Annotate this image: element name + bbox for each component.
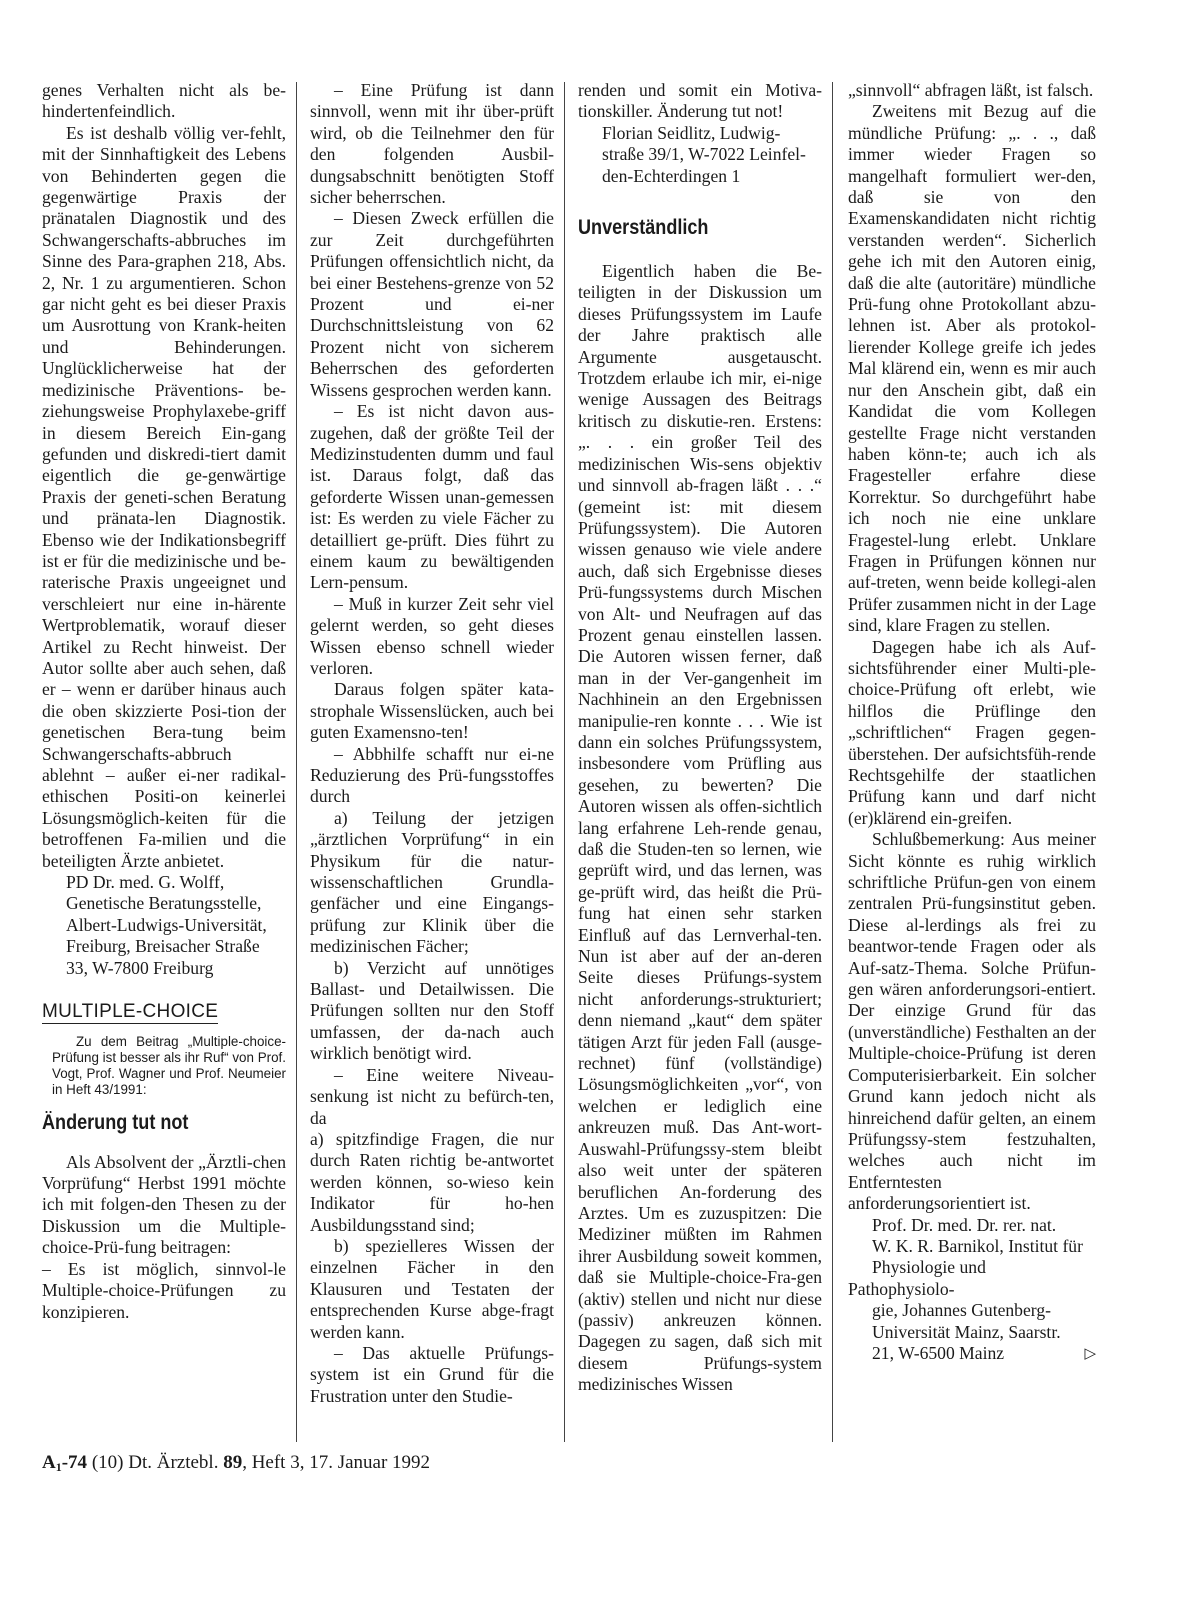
signature-line: Genetische Beratungsstelle, — [66, 893, 262, 914]
signature-line: Florian Seidlitz, Ludwig- — [602, 122, 781, 143]
paragraph: – Eine weitere Niveau-senkung ist nicht zu befürch-ten, da — [310, 1064, 554, 1128]
paragraph: Dagegen habe ich als Auf-sichtsführender einer Multi-ple-choice-Prüfung oft erlebt, wie hilflos die Prüflinge den „schriftlichen“ Fragen gegen-überstehen. Der aufsichtsfüh-rende Rechtsgehilfe der staatlichen Prüfung kann und darf nicht (er)klärend ein-greifen. — [848, 636, 1096, 828]
column-rule — [564, 82, 565, 1442]
paragraph: Es ist deshalb völlig ver-fehlt, mit der Sinnhaftigkeit des Lebens von Behinderten gegen die gegenwärtige Praxis der pränatalen Diagnostik und des Schwangerschafts-abbruches im Sinne des Para-graphen 218, Abs. 2, Nr. 1 zu argumentieren. Schon gar nicht geht es bei dieser Praxis um Ausrottung von Krank-heiten und Behinderungen. Unglücklicherweise hat der medizinische Präventions- be-ziehungsweise Prophylaxebe-griff in diesem Bereich Ein-gang gefunden und diskredi-tiert damit eigentlich die ge-genwärtige Praxis der geneti-schen Beratung und pränata-len Diagnostik. Ebenso wie der Indikationsbegriff ist er für die medizinische und be-raterische Praxis ungeeignet und verschleiert nur eine in-härente Wertproblematik, worauf dieser Artikel zu Recht hinweist. Der Autor sollte aber auch sehen, daß er – wenn er darüber hinaus auch die oben skizzierte Posi-tion der genetischen Bera-tung beim Schwangerschafts-abbruch ablehnt – außer ei-ner radikal-ethischen Positi-on keinerlei Lösungsmöglich-keiten für die betroffenen Fa-milien und die beteiligten Ärzte anbietet. — [42, 122, 286, 871]
signature-line: gie, Johannes Gutenberg- — [872, 1300, 1051, 1321]
paragraph: a) Teilung der jetzigen „ärztlichen Vorprüfung“ in ein Physikum für die natur-wissenschaftlichen Grundla-genfächer und eine Eingangs-prüfung zur Klinik über die medizinischen Fächer; — [310, 807, 554, 957]
signature-line: Universität Mainz, Saarstr. — [872, 1321, 1061, 1342]
paragraph: – Diesen Zweck erfüllen die zur Zeit durchgeführten Prüfungen offensichtlich nicht, da bei einer Bestehens-grenze von 52 Prozent und ei-ner Durchschnittsleistung von 62 Prozent nicht von sicherem Beherrschen des geforderten Wissens gesprochen werden kann. — [310, 208, 554, 400]
column-rule — [296, 82, 297, 1442]
paragraph: „sinnvoll“ abfragen läßt, ist falsch. — [848, 80, 1094, 100]
paragraph: renden und somit ein Motiva-tionskiller. Änderung tut not! — [578, 80, 822, 122]
paragraph: – Muß in kurzer Zeit sehr viel gelernt werden, so geht dieses Wissen ebenso schnell wieder verloren. — [310, 593, 554, 678]
signature-line — [848, 1343, 1096, 1364]
paragraph: genes Verhalten nicht als be-hindertenfeindlich. — [42, 80, 286, 122]
paragraph: Daraus folgen später kata-strophale Wissenslücken, auch bei guten Examensno-ten! — [310, 679, 554, 743]
signature-line: Freiburg, Breisacher Straße — [66, 936, 260, 957]
paragraph: Zweitens mit Bezug auf die mündliche Prüfung: „. . ., daß immer wieder Fragen so mangelhaft formuliert wer-den, daß sie von den Examenskandidaten nicht richtig verstanden werden“. Sicherlich gehe ich mit den Autoren einig, daß die alte (autoritäre) mündliche Prü-fung ohne Protokollant abzu-lehnen ist. Aber als protokol-lierender Kollege greife ich jedes Mal klärend ein, wenn es mir auch nur den Anschein gibt, daß ein Kandidat die vom Kollegen gestellte Frage nicht verstanden haben könn-te; auch ich als Fragesteller erfahre diese Korrektur. So durchgeführt habe ich noch nie eine unklare Fragestel-lung erlebt. Unklare Fragen in Prüfungen können nur auf-treten, wenn beide kollegi-alen Prüfer zusammen nicht in der Lage sind, klare Fragen zu stellen. — [848, 101, 1096, 636]
page-number — [42, 1452, 87, 1473]
headline: Änderung tut not — [42, 1110, 189, 1134]
signature-line: W. K. R. Barnikol, Institut für — [872, 1235, 1083, 1256]
paragraph: b) Verzicht auf unnötiges Ballast- und Detailwissen. Die Prüfungen sollten nur den Stoff umfassen, der da-nach auch wirklich benötigt wird. — [310, 957, 554, 1064]
article-intro: Zu dem Beitrag „Multiple-choice-Prüfung ist besser als ihr Ruf“ von Prof. Vogt, Prof. Wagner und Prof. Neumeier in Heft 43/1991: — [52, 1034, 286, 1097]
page-footer — [42, 1452, 430, 1478]
journal-name: (10) Dt. Ärztebl. — [91, 1452, 219, 1473]
signature-line: den-Echterdingen 1 — [602, 165, 741, 186]
column-rule — [832, 82, 833, 1442]
page-subscript: 1 — [55, 1460, 62, 1474]
issue-date: , Heft 3, 17. Januar 1992 — [242, 1452, 431, 1473]
paragraph: – Es ist möglich, sinnvol-le Multiple-choice-Prüfungen zu konzipieren. — [42, 1258, 286, 1322]
signature-line: 33, W-7800 Freiburg — [66, 957, 214, 978]
signature-line: PD Dr. med. G. Wolff, — [66, 872, 225, 893]
volume-number: 89 — [223, 1452, 243, 1473]
paragraph: Schlußbemerkung: Aus meiner Sicht könnte es ruhig wirklich schriftliche Prüfun-gen von einem zentralen Prü-fungsinstitut geben. Diese al-lerdings als frei zu beantwor-tende Fragen oder als Auf-satz-Thema. Solche Prüfun-gen wären anforderungsori-entiert. Der einzige Grund für das (unverständliche) Festhalten an der Multiple-choice-Prüfung ist deren Computerisierbarkeit. Ein solcher Grund kann jedoch nicht als hinreichend dafür gelten, an einem Prüfungssy-stem festzuhalten, welches auch nicht im Entferntesten anforderungsorientiert ist. — [848, 829, 1096, 1214]
signature-line: Physiologie und Pathophysiolo- — [848, 1257, 986, 1299]
paragraph: – Eine Prüfung ist dann sinnvoll, wenn mit ihr über-prüft wird, ob die Teilnehmer den für den folgenden Ausbil-dungsabschnitt benötigten Stoff sicher beherrschen. — [310, 80, 554, 208]
paragraph: Als Absolvent der „Ärztli-chen Vorprüfung“ Herbst 1991 möchte ich mit folgen-den Thesen zu der Diskussion um die Multiple-choice-Prü-fung beitragen: — [42, 1151, 286, 1258]
signature-line: Prof. Dr. med. Dr. rer. nat. — [872, 1214, 1057, 1235]
column-4 — [848, 80, 1096, 1364]
section-label: MULTIPLE-CHOICE — [42, 1001, 218, 1024]
continue-arrow-icon: ▷ — [1084, 1343, 1096, 1362]
paragraph: Eigentlich haben die Be-teiligten in der Diskussion um dieses Prüfungssystem im Laufe der Jahre praktisch alle Argumente ausgetauscht. Trotzdem erlaube ich mir, ei-nige wenige Aussagen des Beitrags kritisch zu diskutie-ren. Erstens: „. . . ein großer Teil des medizinischen Wis-sens objektiv und sinnvoll ab-fragen läßt . . .“ (gemeint ist: mit diesem Prüfungssystem). Die Autoren wissen genauso wie viele andere auch, daß sich Ergebnisse dieses Prü-fungssystems durch Mischen von Alt- und Neufragen auf das Prozent genau einstellen lassen. Die Autoren wissen ferner, daß man in der Ver-gangenheit im Nachhinein an den Ergebnissen manipulie-ren konnte . . . Wie ist dann ein solches Prüfungssystem, insbesondere vom Prüfling aus gesehen, zu bewerten? Die Autoren wissen als offen-sichtlich lang erfahrene Leh-rende genau, daß die Studen-ten so lernen, wie geprüft wird, und das lernen, was ge-prüft wird, das heißt die Prü-fung hat einen sehr starken Einfluß auf das Lernverhal-ten. Nun ist aber auf der an-deren Seite dieses Prüfungs-system nicht anforderungs-strukturiert; denn niemand „kaut“ dem später tätigen Arzt für jeden Fall (ausge-rechnet) fünf (vollständige) Lösungsmöglichkeiten „vor“, von welchen er lediglich eine ankreuzen muß. Das Ant-wort-Auswahl-Prüfungssy-stem bleibt also weit unter der späteren beruflichen An-forderung des Arztes. Um es zuzuspitzen: Die Mediziner müßten im Rahmen ihrer Ausbildung soweit kommen, daß sie Multiple-choice-Fra-gen (aktiv) stellen und nicht nur diese (passiv) ankreuzen können. Dagegen zu sagen, daß sich mit diesem Prüfungs-system medizinisches Wissen — [578, 261, 822, 1395]
author-signature — [848, 1215, 1096, 1365]
paragraph: – Abbhilfe schafft nur ei-ne Reduzierung des Prü-fungsstoffes durch — [310, 743, 554, 807]
column-3 — [578, 80, 822, 1396]
author-signature — [42, 872, 286, 979]
page-prefix: A — [42, 1452, 56, 1473]
author-signature — [578, 123, 822, 187]
column-1 — [42, 80, 286, 1323]
paragraph: – Das aktuelle Prüfungs-system ist ein Grund für die Frustration unter den Studie- — [310, 1342, 554, 1406]
column-2 — [310, 80, 554, 1407]
paragraph: – Es ist nicht davon aus-zugehen, daß der größte Teil der Medizinstudenten dumm und faul ist. Daraus folgt, daß das geforderte Wissen unan-gemessen ist: Es werden zu viele Fächer zu detailliert ge-prüft. Dies führt zu einem kaum zu bewältigenden Lern-pensum. — [310, 401, 554, 593]
signature-line: Albert-Ludwigs-Universität, — [66, 914, 267, 935]
signature-line-text: 21, W-6500 Mainz — [872, 1342, 1005, 1363]
signature-line: straße 39/1, W-7022 Leinfel- — [602, 144, 806, 165]
paragraph: a) spitzfindige Fragen, die nur durch Raten richtig be-antwortet werden können, so-wieso kein Indikator für ho-hen Ausbildungsstand sind; — [310, 1128, 554, 1235]
page-suffix: -74 — [61, 1452, 88, 1473]
headline: Unverständlich — [578, 216, 709, 240]
paragraph: b) spezielleres Wissen der einzelnen Fächer in den Klausuren und Testaten der entsprechenden Kurse abge-fragt werden kann. — [310, 1235, 554, 1342]
